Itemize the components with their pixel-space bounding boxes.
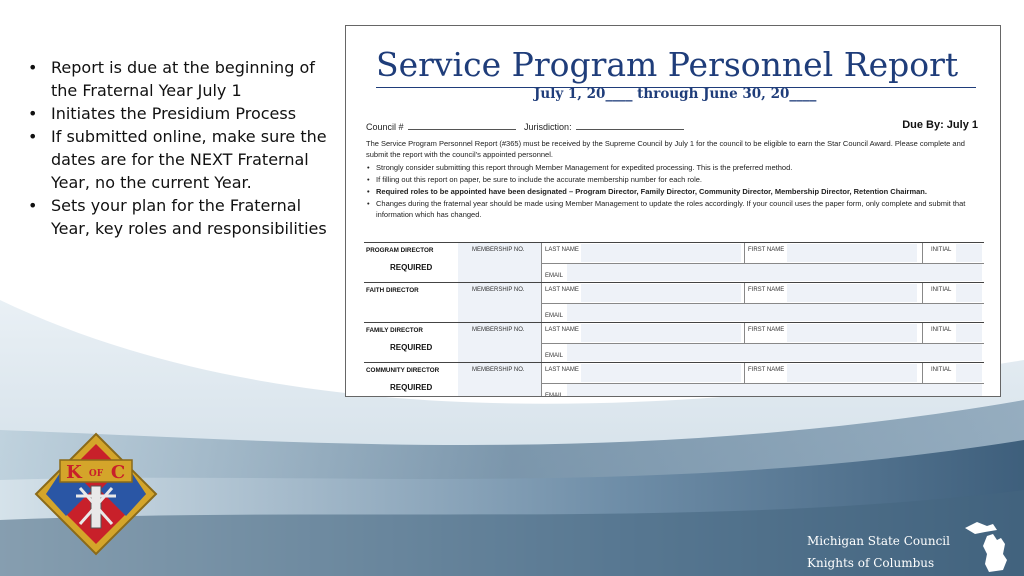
council-label: Council # [366,122,404,132]
first-name-label: FIRST NAME [748,287,785,293]
first-name-label: FIRST NAME [748,247,785,253]
last-name-label: LAST NAME [545,367,579,373]
form-bullet-list [366,163,982,222]
logo-letter: C [110,462,126,483]
first-name-label: FIRST NAME [748,367,785,373]
initial-label: INITIAL [931,247,952,253]
form-bullet: • If filling out this report on paper, be sure to include the accurate membership number for each role. [366,175,982,186]
jurisdiction-label: Jurisdiction: [524,122,572,132]
initial-label: INITIAL [931,327,952,333]
table-row [364,283,984,323]
membership-label: MEMBERSHIP NO. [472,247,525,253]
form-bullet: • Changes during the fraternal year should be made using Member Management to update the roles accordingly. If your council uses the paper form, only complete and submit that information which has changed. [366,199,982,220]
role-name: COMMUNITY DIRECTOR [366,367,440,374]
logo-letter: OF [88,469,104,479]
required-label: REQUIRED [390,343,433,352]
last-name-label: LAST NAME [545,327,579,333]
role-name: PROGRAM DIRECTOR [366,247,434,254]
footer [807,530,950,574]
logo-letter: K [66,462,82,483]
jurisdiction-line [576,121,684,130]
initial-label: INITIAL [931,287,952,293]
required-label: REQUIRED [390,383,433,392]
membership-label: MEMBERSHIP NO. [472,287,525,293]
table-row [364,323,984,363]
roles-table [364,242,984,397]
email-label: EMAIL [545,273,564,279]
table-row [364,243,984,283]
council-row [366,121,978,132]
footer-line: Knights of Columbus [807,556,935,570]
email-label: EMAIL [545,393,564,397]
slide-bullet: • Report is due at the beginning of the Fraternal Year July 1 [28,56,328,102]
form-bullet: • Required roles to be appointed have been designated – Program Director, Family Director, Community Director, Membership Director, Retention Chairman. [366,187,982,198]
form-intro: The Service Program Personnel Report (#365) must be received by the Supreme Council by July 1 for the council to be eligible to earn the Star Council Award. Please complete and submit the report with the council's appointed personnel. [366,139,965,159]
kofc-emblem-icon [34,432,158,556]
form-dates: July 1, 20____ through June 30, 20____ [534,86,817,102]
footer-line: Michigan State Council [807,534,950,548]
email-label: EMAIL [545,313,564,319]
council-line [408,121,516,130]
michigan-map-icon [963,520,1013,574]
slide-bullet: • Sets your plan for the Fraternal Year, key roles and responsibilities [28,194,328,240]
initial-label: INITIAL [931,367,952,373]
slide-bullet-list [28,56,328,240]
role-name: FAITH DIRECTOR [366,287,419,294]
first-name-label: FIRST NAME [748,327,785,333]
last-name-label: LAST NAME [545,287,579,293]
slide-bullet: • If submitted online, make sure the dates are for the NEXT Fraternal Year, no the current Year. [28,125,328,194]
form-title: Service Program Personnel Report [376,44,976,88]
last-name-label: LAST NAME [545,247,579,253]
form-bullet: • Strongly consider submitting this report through Member Management for expedited processing. This is the preferred method. [366,163,982,174]
membership-label: MEMBERSHIP NO. [472,327,525,333]
email-label: EMAIL [545,353,564,359]
role-name: FAMILY DIRECTOR [366,327,423,334]
membership-label: MEMBERSHIP NO. [472,367,525,373]
due-date: Due By: July 1 [902,119,978,131]
table-row [364,363,984,397]
form-image [345,25,1001,397]
required-label: REQUIRED [390,263,433,272]
slide-bullet: • Initiates the Presidium Process [28,102,328,125]
